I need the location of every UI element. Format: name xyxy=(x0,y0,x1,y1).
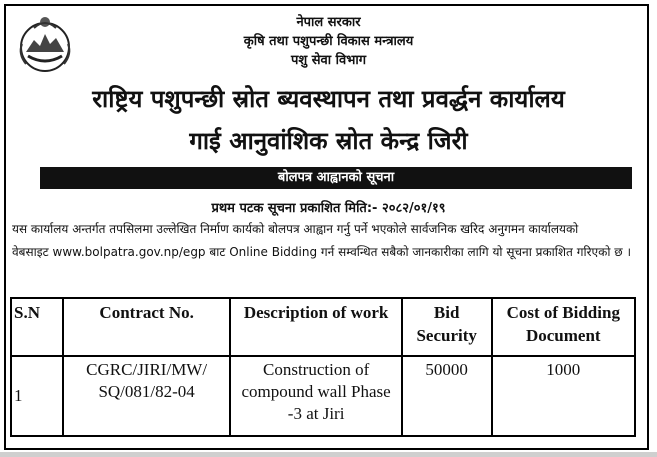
published-date: प्रथम पटक सूचना प्रकाशित मिति:- २०८२/०१/१९ xyxy=(211,201,446,216)
cell-contract-no: CGRC/JIRI/MW/ SQ/081/82-04 xyxy=(63,356,231,436)
department-name: पशु सेवा विभाग xyxy=(290,53,367,68)
header-bid-security: Bid Security xyxy=(402,298,492,356)
table-row xyxy=(11,356,635,436)
notice-body-line2: वेबसाइट www.bolpatra.gov.np/egp बाट Online Bidding गर्न सम्वन्धित सबैको जानकारीका लागि यो सूचना प्रकाशित गरिएको छ । xyxy=(12,245,632,259)
office-title-line2: गाई आनुवांशिक स्रोत केन्द्र जिरी xyxy=(189,127,468,155)
office-title-line1: राष्ट्रिय पशुपन्छी स्रोत ब्यवस्थापन तथा प्रवर्द्धन कार्यालय xyxy=(92,85,565,113)
government-name: नेपाल सरकार xyxy=(296,15,361,30)
table-header-row xyxy=(11,298,635,356)
cell-sn: 1 xyxy=(11,356,63,436)
cell-description: Construction of compound wall Phase -3 at Jiri xyxy=(230,356,401,436)
header-description: Description of work xyxy=(230,298,401,356)
header-cost: Cost of Bidding Document xyxy=(492,298,635,356)
ministry-name: कृषि तथा पशुपन्छी विकास मन्त्रालय xyxy=(243,34,414,49)
cell-cost: 1000 xyxy=(492,356,635,436)
page-edge xyxy=(0,452,657,457)
header-contract-no: Contract No. xyxy=(63,298,231,356)
contract-table xyxy=(10,297,636,437)
notice-banner: बोलपत्र आह्वानको सूचना xyxy=(40,167,632,189)
notice-body-line1: यस कार्यालय अन्तर्गत तपसिलमा उल्लेखित निर्माण कार्यको बोलपत्र आह्वान गर्नु पर्ने भएकोले सार्वजनिक खरिद अनुगमन कार्यालयको xyxy=(12,222,579,236)
header-sn: S.N xyxy=(11,298,63,356)
cell-bid-security: 50000 xyxy=(402,356,492,436)
